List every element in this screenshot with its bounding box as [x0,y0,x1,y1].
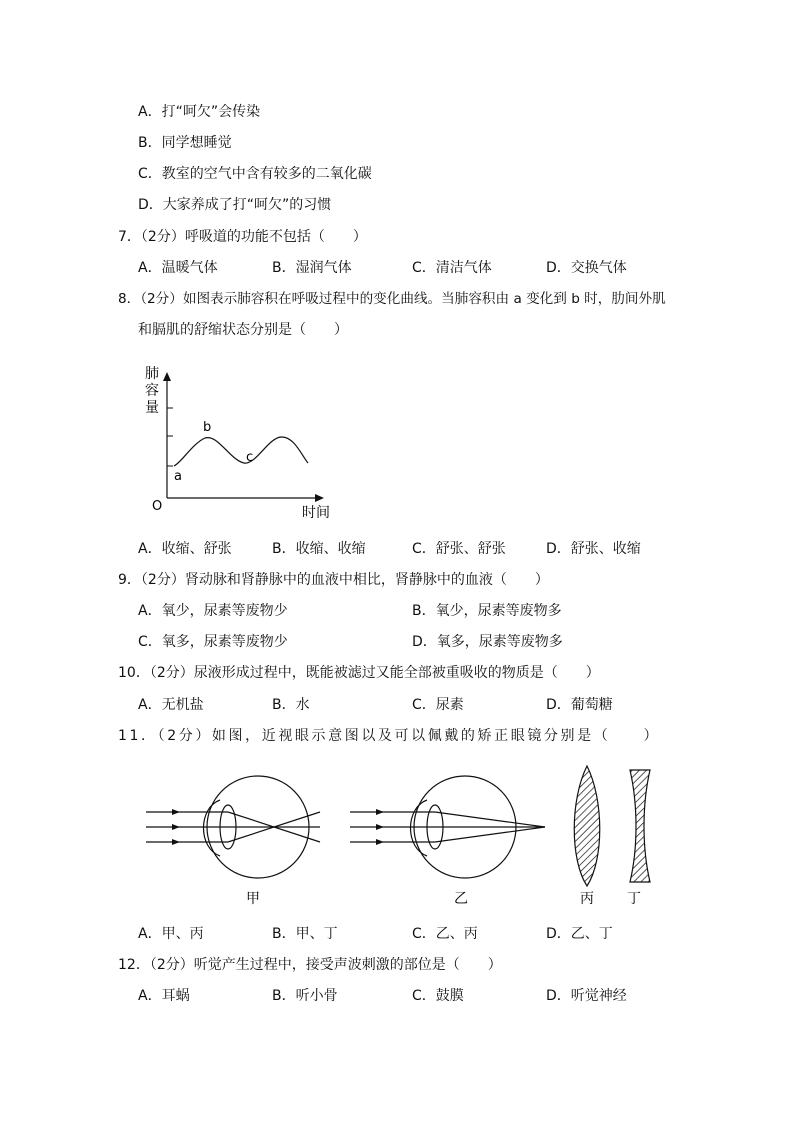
q8-stem-line2: 和膈肌的舒缩状态分别是（ ） [138,322,348,338]
q6-option-d: D．大家养成了打“呵欠”的习惯 [138,197,332,213]
q11-option-a: A．甲、丙 [138,926,204,942]
q10-stem: 10．（2分）尿液形成过程中，既能被滤过又能全部被重吸收的物质是（ ） [118,665,600,681]
q10-option-a: A．无机盐 [138,697,204,713]
q8-option-b: B．收缩、收缩 [272,541,366,557]
arrow-yi-bottom [376,839,384,845]
q7-stem: 7．（2分）呼吸道的功能不包括（ ） [118,229,367,245]
q7-option-d: D．交换气体 [546,260,627,276]
q10-option-c: C．尿素 [412,697,464,713]
lung-volume-figure [140,358,340,526]
refracted-yi-3 [435,827,545,842]
q7-option-a: A．温暖气体 [138,260,218,276]
q9-option-b: B．氧少，尿素等废物多 [412,603,562,619]
q11-option-b: B．甲、丁 [272,926,338,942]
q6-option-b: B．同学想睡觉 [138,135,232,151]
convex-lens-bing [574,766,600,886]
label-bing: 丙 [580,891,594,907]
q9-stem: 9．（2分）肾动脉和肾静脉中的血液中相比，肾静脉中的血液（ ） [118,572,549,588]
x-axis-label: 时间 [302,505,330,521]
q7-option-c: C．清洁气体 [412,260,492,276]
arrow-yi-top [376,809,384,815]
q11-stem: 11．（2分）如图，近视眼示意图以及可以佩戴的矫正眼镜分别是（ ） [118,728,661,744]
origin-label: O [152,499,163,514]
label-ding: 丁 [627,891,641,907]
q12-stem: 12．（2分）听觉产生过程中，接受声波刺激的部位是（ ） [118,957,502,973]
q6-option-c: C．教室的空气中含有较多的二氧化碳 [138,166,372,182]
y-label-char-3: 量 [145,400,159,416]
q9-option-c: C．氧多，尿素等废物少 [138,634,288,650]
q12-option-a: A．耳蜗 [138,988,190,1004]
q11-option-d: D．乙、丁 [546,926,613,942]
eye-yi [350,776,545,878]
q12-option-d: D．听觉神经 [546,988,627,1004]
q10-option-d: D．葡萄糖 [546,697,613,713]
q9-option-d: D．氧多，尿素等废物多 [412,634,563,650]
q8-option-c: C．舒张、舒张 [412,541,506,557]
label-yi: 乙 [454,891,468,907]
q6-option-a: A．打“呵欠”会传染 [138,104,261,120]
eye-jia [146,776,320,878]
q9-option-a: A．氧少，尿素等废物少 [138,603,288,619]
concave-lens-ding [630,770,650,882]
q8-option-a: A．收缩、舒张 [138,541,232,557]
q12-option-c: C．鼓膜 [412,988,464,1004]
arrow-jia-top [172,809,180,815]
arrow-jia-bottom [172,839,180,845]
y-label-char-1: 肺 [145,366,159,382]
point-label-a: a [174,469,182,484]
x-axis-arrow [315,494,324,502]
q12-option-b: B．听小骨 [272,988,338,1004]
arrow-yi-mid [376,824,384,830]
q7-option-b: B．湿润气体 [272,260,352,276]
label-jia: 甲 [246,891,260,907]
arrow-jia-mid [172,824,180,830]
q11-option-c: C．乙、丙 [412,926,478,942]
q10-option-b: B．水 [272,697,310,713]
eye-lens-figure [140,760,660,912]
point-label-c: c [246,450,254,465]
y-axis-arrow [163,372,171,381]
q8-option-d: D．舒张、收缩 [546,541,641,557]
q8-stem-line1: 8．（2分）如图表示肺容积在呼吸过程中的变化曲线。当肺容积由 a 变化到 b 时，肋间外肌 [118,291,666,307]
lung-volume-curve [174,437,308,466]
point-label-b: b [203,420,212,435]
refracted-yi-1 [435,812,545,827]
y-label-char-2: 容 [145,383,159,399]
